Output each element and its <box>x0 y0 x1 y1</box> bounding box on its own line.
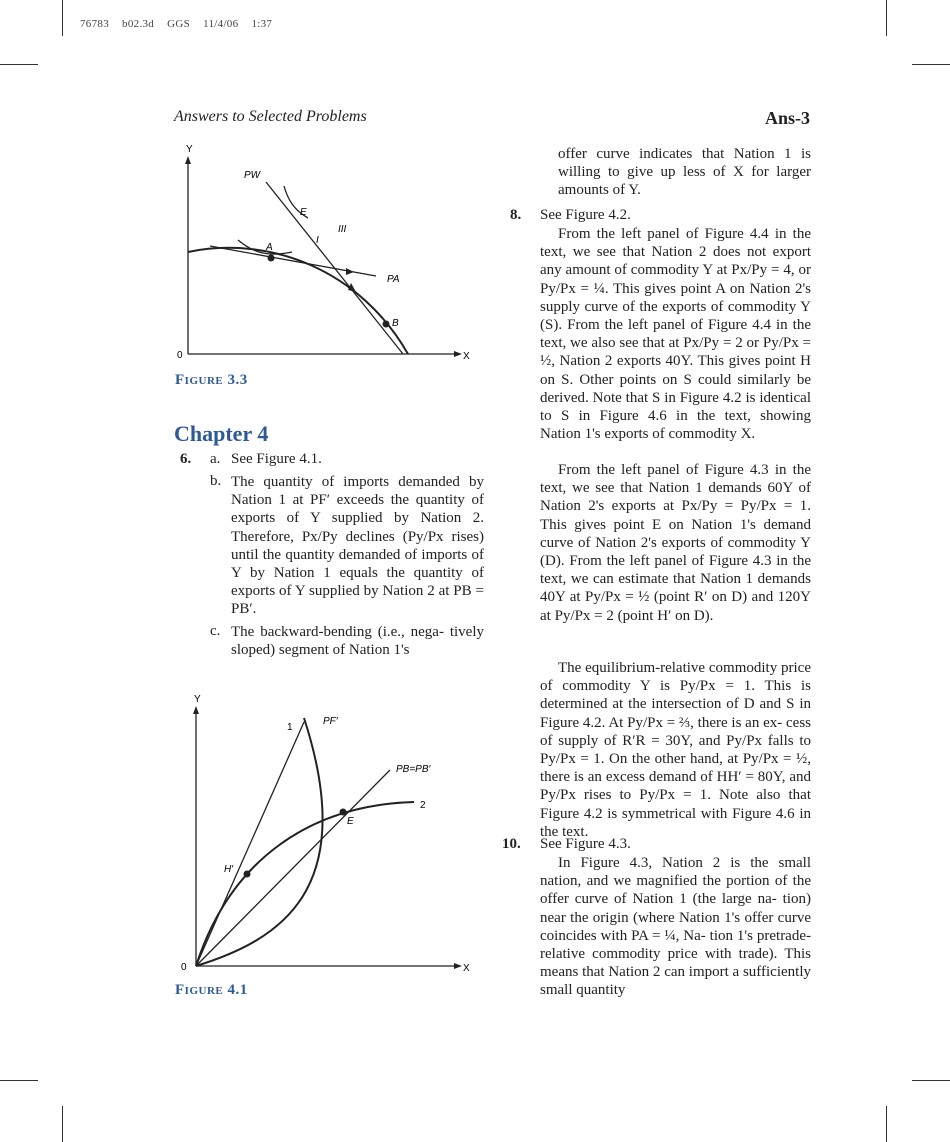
label-e: E <box>347 816 354 827</box>
crop-mark-bottom-right-h <box>912 1080 950 1081</box>
q8-paragraph-1: From the left panel of Figure 4.4 in the text, we see that Nation 2 does not export any amount of commodity Y at Px/Py = 4, or Py/Px = ¼. This gives point A on Nation 2's supply curve of the exports of commodity Y (S). From the left panel of Figure 4.4 in the text, we also see that at Px/Py = 2 or Py/Px = ½, Nation 2 exports 40Y. This gives point H on S. Other points on S could similarly be derived. Note that S in Figure 4.2 is identical to S in Figure 4.6 in the text, showing Nation 1's exports of commodity X. <box>540 226 811 443</box>
point-b <box>383 321 390 328</box>
price-line-pf <box>196 722 304 966</box>
q6-number: 6. <box>180 451 192 467</box>
label-origin: 0 <box>181 962 187 973</box>
label-b: B <box>392 318 399 329</box>
label-y: Y <box>186 144 193 155</box>
q7-continued-text: offer curve indicates that Nation 1 is willing to give up less of X for larger amounts of Y. <box>558 146 811 199</box>
offer-curve-1 <box>196 718 323 966</box>
label-origin: 0 <box>177 350 183 361</box>
point-h <box>244 871 251 878</box>
q10-first-line: See Figure 4.3. <box>540 836 631 852</box>
label-a: A <box>266 242 273 253</box>
label-iii: III <box>338 224 347 235</box>
crop-mark-bottom-left-v <box>62 1106 63 1142</box>
q10-paragraph-1: In Figure 4.3, Nation 2 is the small nation, and we magnified the portion of the offer curve of Nation 1 (the large na- tion) near the origin (where Nation 1's offer curve coincides with PA = ¼, Na- tion 1's pretrade-relative commodity price with trade). This means that Nation 2 can import a sufficiently small quantity <box>540 855 811 999</box>
point-e <box>340 809 347 816</box>
chapter-heading: Chapter 4 <box>174 421 269 446</box>
label-two: 2 <box>420 800 426 811</box>
crop-mark-bottom-left-h <box>0 1080 38 1081</box>
label-pb: PB=PB′ <box>396 764 431 775</box>
crop-mark-bottom-right-v <box>886 1106 887 1142</box>
x-axis-arrow <box>454 963 462 969</box>
label-x: X <box>463 963 470 974</box>
arrow-on-pw <box>348 283 356 292</box>
q10-number: 10. <box>502 836 521 852</box>
running-header: Answers to Selected Problems <box>174 108 367 125</box>
label-i: I <box>316 235 319 246</box>
point-a <box>268 255 275 262</box>
q6a-label: a. <box>210 451 221 467</box>
y-axis-arrow <box>185 156 191 164</box>
q6c-text: The backward-bending (i.e., nega- tively sloped) segment of Nation 1's <box>231 624 484 659</box>
crop-mark-top-left-h <box>0 64 38 65</box>
figure-4-1-caption: Figure 4.1 <box>175 982 248 998</box>
q6c-label: c. <box>210 623 221 639</box>
q6b-label: b. <box>210 473 222 489</box>
label-x: X <box>463 351 470 362</box>
label-y: Y <box>194 694 201 705</box>
x-axis-arrow <box>454 351 462 357</box>
q6b-text: The quantity of imports demanded by Nation 1 at PF′ exceeds the quantity of exports of Y supplied by Nation 2. Therefore, Px/Py declines (Py/Px rises) until the quantity demanded of imports of Y by Nation 1 equals the quantity of exports of Y supplied by Nation 2 at PB = PB′. <box>231 474 484 618</box>
crop-mark-top-right-h <box>912 64 950 65</box>
label-one: 1 <box>287 722 293 733</box>
arrow-on-pa <box>346 268 354 275</box>
page-number: Ans-3 <box>764 108 810 128</box>
label-h: H′ <box>224 864 234 875</box>
q8-number: 8. <box>510 207 522 223</box>
figure-4-1-diagram <box>170 690 490 980</box>
crop-mark-top-left-v <box>62 0 63 36</box>
label-e: E <box>300 207 307 218</box>
q8-paragraph-2: From the left panel of Figure 4.3 in the text, we see that Nation 1 demands 60Y of Nation 2's exports at Px/Py = Py/Px = 1. This gives point E on Nation 1's demand curve of Nation 2's exports of commodity Y (D). From the left panel of Figure 4.3 in the text, we can estimate that Nation 1 demands 40Y at Py/Px = ½ (point R′ on D) and 120Y at Py/Px = 2 (point H′ on D). <box>540 462 811 624</box>
crop-mark-top-right-v <box>886 0 887 36</box>
production-frontier <box>188 248 408 354</box>
print-slug: 76783 b02.3d GGS 11/4/06 1:37 <box>80 18 273 30</box>
offer-curve-2 <box>196 802 414 966</box>
figure-3-3-caption: Figure 3.3 <box>175 372 248 388</box>
figure-3-3-diagram <box>170 140 490 370</box>
label-pf: PF′ <box>323 716 338 727</box>
q6a-text: See Figure 4.1. <box>231 451 322 467</box>
q8-paragraph-3: The equilibrium-relative commodity price of commodity Y is Py/Px = 1. This is determined at the intersection of D and S in Figure 4.2. At Py/Px = ⅔, there is an ex- cess of supply of R′R = 30Y, and Py/Px falls to Py/Px = 1. On the other hand, at Py/Px = ½, there is an excess demand of HH′ = 80Y, and Py/Px rises to Py/Px = 1. Note also that Figure 4.2 is symmetrical with Figure 4.6 in the text. <box>540 660 811 840</box>
q8-first-line: See Figure 4.2. <box>540 207 631 223</box>
label-pa: PA <box>387 274 400 285</box>
y-axis-arrow <box>193 706 199 714</box>
label-pw: PW <box>244 170 261 181</box>
